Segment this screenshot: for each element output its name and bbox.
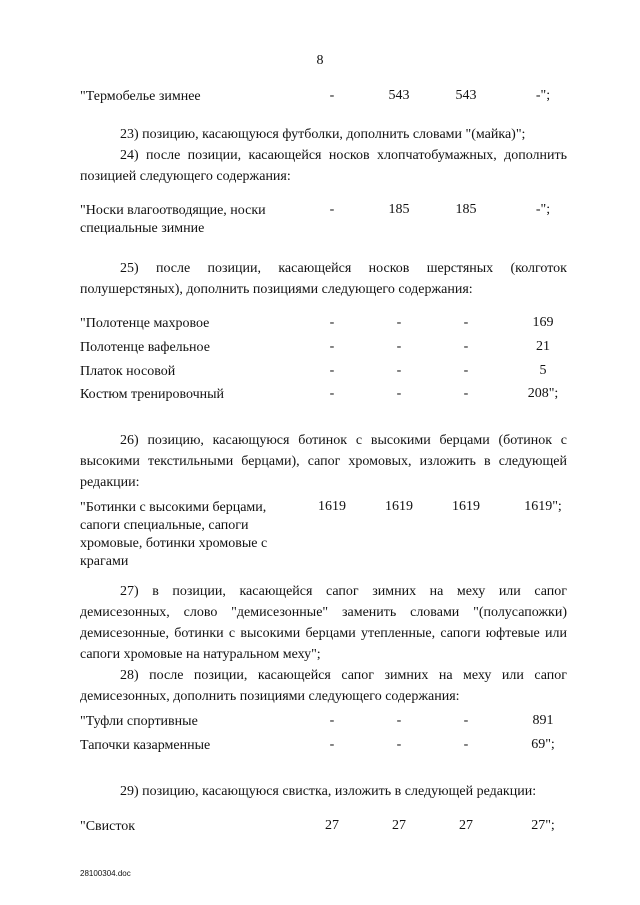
value-cell: -";: [535, 202, 551, 217]
paragraph-27: 27) в позиции, касающейся сапог зимних на меху или сапог демисезонных, слово "демисезонные" заменить словами "(полусапожки) демисезонные, ботинки с высокими берцами утепленные, сапоги юфтевые или сапоги хромовые на натуральном меху";: [80, 584, 567, 662]
value-cell: -: [329, 202, 335, 217]
value-cell: -: [463, 386, 469, 401]
footer-filename: 28100304.doc: [80, 869, 131, 878]
paragraph-24: 24) после позиции, касающейся носков хлопчатобумажных, дополнить позицией следующего содержания:: [80, 148, 567, 184]
table-row: [80, 88, 600, 108]
value-cell: 1619: [385, 499, 413, 514]
value-cell: -: [396, 315, 402, 330]
table-row: [80, 713, 600, 733]
value-cell: -: [329, 713, 335, 728]
paragraph-29: 29) позицию, касающуюся свистка, изложить в следующей редакции:: [120, 784, 537, 799]
item-name: "Полотенце махровое: [80, 316, 210, 331]
value-cell: 891: [532, 713, 554, 728]
value-cell: -: [463, 315, 469, 330]
value-cell: 185: [388, 202, 410, 217]
item-name: "Туфли спортивные: [80, 714, 198, 729]
item-name: "Термобелье зимнее: [80, 89, 201, 104]
value-cell: 21: [536, 339, 550, 354]
value-cell: -: [329, 339, 335, 354]
value-cell: 27: [325, 818, 339, 833]
item-name: "Свисток: [80, 819, 136, 834]
value-cell: -";: [535, 88, 551, 103]
value-cell: 27";: [531, 818, 555, 833]
value-cell: 69";: [531, 737, 555, 752]
value-cell: -: [396, 363, 402, 378]
paragraph-26: 26) позицию, касающуюся ботинок с высокими берцами (ботинок с высокими текстильными берцами), сапог хромовых, изложить в следующей редакции:: [80, 433, 567, 490]
value-cell: -: [329, 386, 335, 401]
value-cell: 27: [392, 818, 406, 833]
value-cell: -: [463, 339, 469, 354]
table-row: [80, 202, 600, 236]
paragraph-25: 25) после позиции, касающейся носков шерстяных (колготок полушерстяных), дополнить позициями следующего содержания:: [80, 261, 567, 297]
value-cell: -: [396, 713, 402, 728]
value-cell: 543: [455, 88, 477, 103]
paragraph-23: 23) позицию, касающуюся футболки, дополнить словами "(майка)";: [120, 127, 526, 142]
value-cell: 543: [388, 88, 410, 103]
value-cell: -: [396, 339, 402, 354]
value-cell: -: [329, 363, 335, 378]
value-cell: 185: [455, 202, 477, 217]
item-name: "Носки влагоотводящие, носки специальные зимние: [80, 203, 266, 236]
table-row: [80, 386, 600, 406]
table-row: [80, 499, 600, 569]
value-cell: -: [329, 88, 335, 103]
paragraph-28: 28) после позиции, касающейся сапог зимних на меху или сапог демисезонных, дополнить позициями следующего содержания:: [80, 668, 567, 704]
value-cell: 5: [539, 363, 547, 378]
value-cell: -: [329, 315, 335, 330]
value-cell: -: [396, 386, 402, 401]
item-name: Костюм тренировочный: [80, 387, 225, 402]
value-cell: -: [396, 737, 402, 752]
value-cell: -: [463, 363, 469, 378]
item-name: "Ботинки с высокими берцами, сапоги специальные, сапоги хромовые, ботинки хромовые с крагами: [80, 500, 268, 569]
value-cell: 1619: [452, 499, 480, 514]
table-row: [80, 818, 600, 838]
item-name: Полотенце вафельное: [80, 340, 210, 355]
table-row: [80, 737, 600, 757]
value-cell: 169: [532, 315, 554, 330]
item-name: Тапочки казарменные: [80, 738, 211, 753]
value-cell: 1619: [318, 499, 346, 514]
value-cell: -: [329, 737, 335, 752]
table-row: [80, 339, 600, 359]
table-row: [80, 315, 600, 335]
value-cell: -: [463, 713, 469, 728]
item-name: Платок носовой: [80, 364, 176, 379]
table-row: [80, 363, 600, 383]
value-cell: 208";: [527, 386, 559, 401]
value-cell: -: [463, 737, 469, 752]
value-cell: 1619";: [524, 499, 562, 514]
page-number: 8: [316, 53, 324, 68]
value-cell: 27: [459, 818, 473, 833]
